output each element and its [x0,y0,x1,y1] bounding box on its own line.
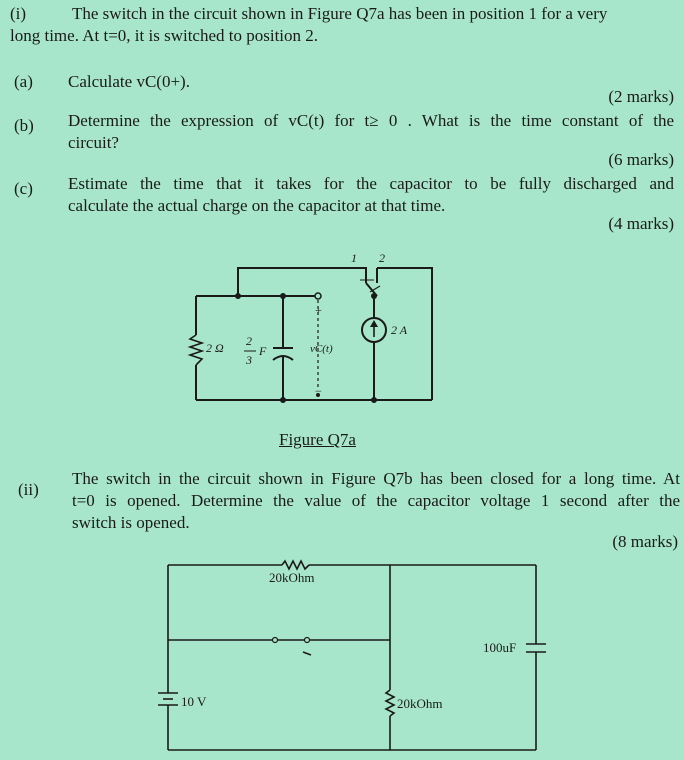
q7b-battery-label: 10 V [181,694,207,709]
cap-unit: F [259,344,267,358]
part-b-label: (b) [14,116,34,135]
plus-sign: + [315,303,322,317]
figure-q7a-caption: Figure Q7a [279,430,356,449]
q7b-top-resistor-label: 20kOhm [269,570,315,585]
part-ii-marks: (8 marks) [612,532,678,551]
switch-pos1-label: 1 [351,251,357,265]
part-ii-line1: The switch in the circuit shown in Figure Q7b has been closed for a long time. At [72,469,680,488]
cap-numerator: 2 [246,334,252,348]
part-a-marks: (2 marks) [608,87,674,106]
current-source-label: 2 A [391,323,408,337]
part-c-line2: calculate the actual charge on the capacitor at that time. [68,196,446,215]
part-i-label: (i) [10,4,27,23]
minus-sign: − [315,384,322,398]
part-ii-line2: t=0 is opened. Determine the value of the capacitor voltage 1 second after the [72,491,680,510]
part-a-text: Calculate vC(0+). [68,72,190,91]
part-i-line2: long time. At t=0, it is switched to position 2. [10,26,319,45]
resistor-label: 2 Ω [206,341,224,355]
q7b-capacitor-label: 100uF [483,640,517,655]
part-b-line1: Determine the expression of vC(t) for t≥ 0 . What is the time constant of the [68,111,674,130]
cap-denominator: 3 [246,353,252,367]
part-c-line1: Estimate the time that it takes for the capacitor to be fully discharged and [68,174,674,193]
switch-pos2-label: 2 [379,251,385,265]
part-ii-label: (ii) [18,480,39,499]
part-b-line2: circuit? [68,133,119,152]
q7b-bottom-resistor-label: 20kOhm [397,696,443,711]
part-i-line1: The switch in the circuit shown in Figure Q7a has been in position 1 for a very [72,4,608,23]
part-ii-line3: switch is opened. [72,513,190,532]
part-c-label: (c) [14,179,33,198]
part-a-label: (a) [14,72,33,91]
part-c-marks: (4 marks) [608,214,674,233]
capacitor-voltage-label: vC(t) [310,343,333,355]
part-b-marks: (6 marks) [608,150,674,169]
